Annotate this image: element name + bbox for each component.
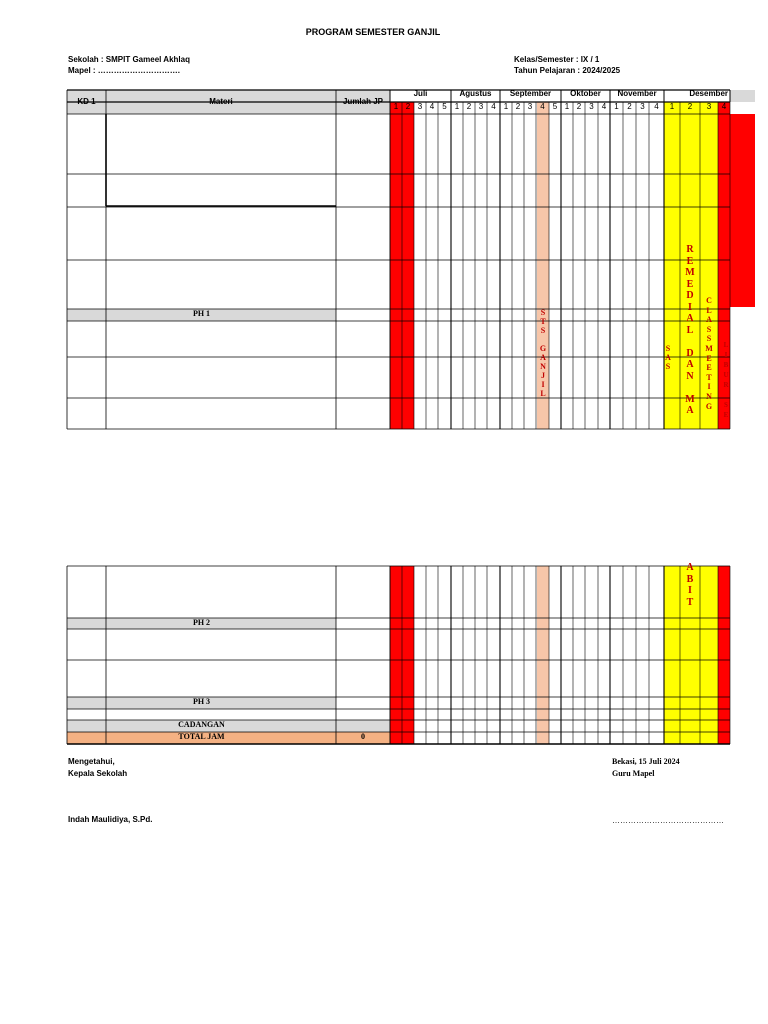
v-rem-char-1: E [686,255,694,267]
school-name: Sekolah : SMPIT Gameel Akhlaq [68,55,190,64]
v-lib-char-5 [725,390,727,400]
month-september: September [509,89,552,98]
v-rem-char-2: M [685,267,695,278]
week-6-4: 4 [721,102,727,111]
remedial-label [680,244,700,417]
v-sas-char-1: A [665,353,671,362]
v-rem-char-0: R [686,244,694,255]
week-3-2: 2 [515,102,521,111]
head-name: Indah Maulidiya, S.Pd. [68,815,153,824]
v-lib-char-2: B [723,361,729,369]
v-cm-char-5: M [705,343,713,353]
week-2-2: 2 [466,102,472,111]
v-cm-char-0: C [706,296,712,305]
remedial-label-continued [680,562,700,608]
week-4-2: 2 [576,102,582,111]
total-jam-value: 0 [361,732,365,741]
libur-label [718,340,734,420]
week-3-4: 4 [540,102,545,111]
v-rem-char-10: A [686,359,694,370]
week-4-4: 4 [601,102,607,111]
v-cm-char-7: E [706,363,712,373]
v-sts-char-8: I [541,380,545,389]
week-6-3: 3 [706,102,712,111]
sts-ganjil-label [537,308,549,398]
v-lib-char-7: E [723,411,729,419]
v-sts-char-9: L [540,389,546,398]
v-rem-char-6: A [686,313,694,324]
month-november: November [617,89,657,98]
v-rem-char-4: D [686,290,694,301]
v-sts-char-6: N [540,362,546,371]
v-rem2-char-3: T [686,596,694,608]
week-5-2: 2 [627,102,632,111]
v-cm-char-11: G [705,401,713,411]
v-cm-char-4: S [706,334,712,344]
row-ph2: PH 2 [192,618,211,627]
v-lib-char-4: R [723,381,729,389]
ack-text: Mengetahui, [68,757,115,766]
week-1-1: 1 [393,102,399,111]
v-sas-char-2: S [665,362,671,371]
v-sts-char-5: A [540,353,546,362]
week-1-2: 2 [405,102,411,111]
class-semester: Kelas/Semester : IX / 1 [514,55,600,64]
place-date: Bekasi, 15 Juli 2024 [612,757,680,766]
v-rem-char-14: A [686,405,694,416]
week-3-1: 1 [503,102,509,111]
week-2-4: 4 [491,102,496,111]
v-sts-char-0: S [540,308,546,317]
teacher-role: Guru Mapel [612,769,655,778]
signature-block [612,756,680,780]
v-rem-char-5: I [688,301,692,313]
sts-column-1 [537,566,549,744]
row-ph3: PH 3 [192,697,211,706]
academic-year: Tahun Pelajaran : 2024/2025 [514,66,621,75]
week-4-3: 3 [589,102,594,111]
v-cm-char-6: E [706,353,712,363]
week-3-3: 3 [527,102,533,111]
week-1-3: 3 [417,102,423,111]
v-sts-char-7: J [541,371,545,380]
v-lib-char-3: U [723,371,729,379]
week-5-4: 4 [654,102,659,111]
document-title: PROGRAM SEMESTER GANJIL [305,27,441,37]
v-cm-char-10: N [706,391,712,401]
row-total-jam: TOTAL JAM [178,732,225,741]
v-cm-char-3: S [706,324,712,334]
month-agustus: Agustus [459,89,492,98]
v-rem-char-11: N [686,370,694,382]
v-sts-char-4: G [539,344,547,353]
red-block-extra [730,114,755,307]
week-3-5: 5 [552,102,558,111]
v-cm-char-1: L [706,305,712,315]
header-materi: Materi [209,97,233,106]
v-rem-char-12 [689,382,692,394]
header-kd: KD 1 [77,97,96,106]
week-4-1: 1 [564,102,570,111]
subject-name: Mapel : …………………………. [68,66,181,75]
v-rem-char-8 [689,336,692,348]
v-rem-char-7: L [686,324,694,336]
class-meeting-label [700,296,718,411]
acknowledgement [68,756,127,780]
v-sts-char-3 [542,335,544,344]
month-oktober: Oktober [570,89,601,98]
v-rem2-char-2: I [688,585,692,596]
v-rem2-char-1: B [686,573,694,585]
header-jumlah-jp: Jumlah JP [342,97,383,106]
v-rem-char-9: D [686,347,694,359]
v-rem-char-13: M [685,393,695,405]
sas-label [664,344,672,371]
week-1-5: 5 [442,102,447,111]
week-6-1: 1 [669,102,675,111]
week-1-4: 4 [429,102,435,111]
v-rem-char-3: E [686,278,694,290]
v-rem2-char-0: A [686,562,694,573]
v-cm-char-9: I [707,382,711,392]
v-lib-char-6: S [724,401,728,409]
teacher-signature-line: …………………………………… [612,816,724,825]
red-column-desember-1 [718,566,730,744]
row-cadangan: CADANGAN [178,720,225,729]
month-juli: Juli [413,89,428,98]
week-2-1: 1 [454,102,460,111]
month-desember: Desember [689,89,728,98]
v-sas-char-0: S [665,344,671,353]
week-2-3: 3 [478,102,484,111]
v-lib-char-0: L [723,341,729,349]
head-role: Kepala Sekolah [68,769,128,778]
v-lib-char-1: I [724,351,728,359]
v-sts-char-1: T [540,317,546,326]
week-5-1: 1 [614,102,619,111]
v-cm-char-8: T [706,372,712,382]
v-sts-char-2: S [540,326,546,335]
row-ph1: PH 1 [192,309,211,318]
week-6-2: 2 [687,102,693,111]
v-cm-char-2: A [706,315,712,325]
week-5-3: 3 [640,102,645,111]
